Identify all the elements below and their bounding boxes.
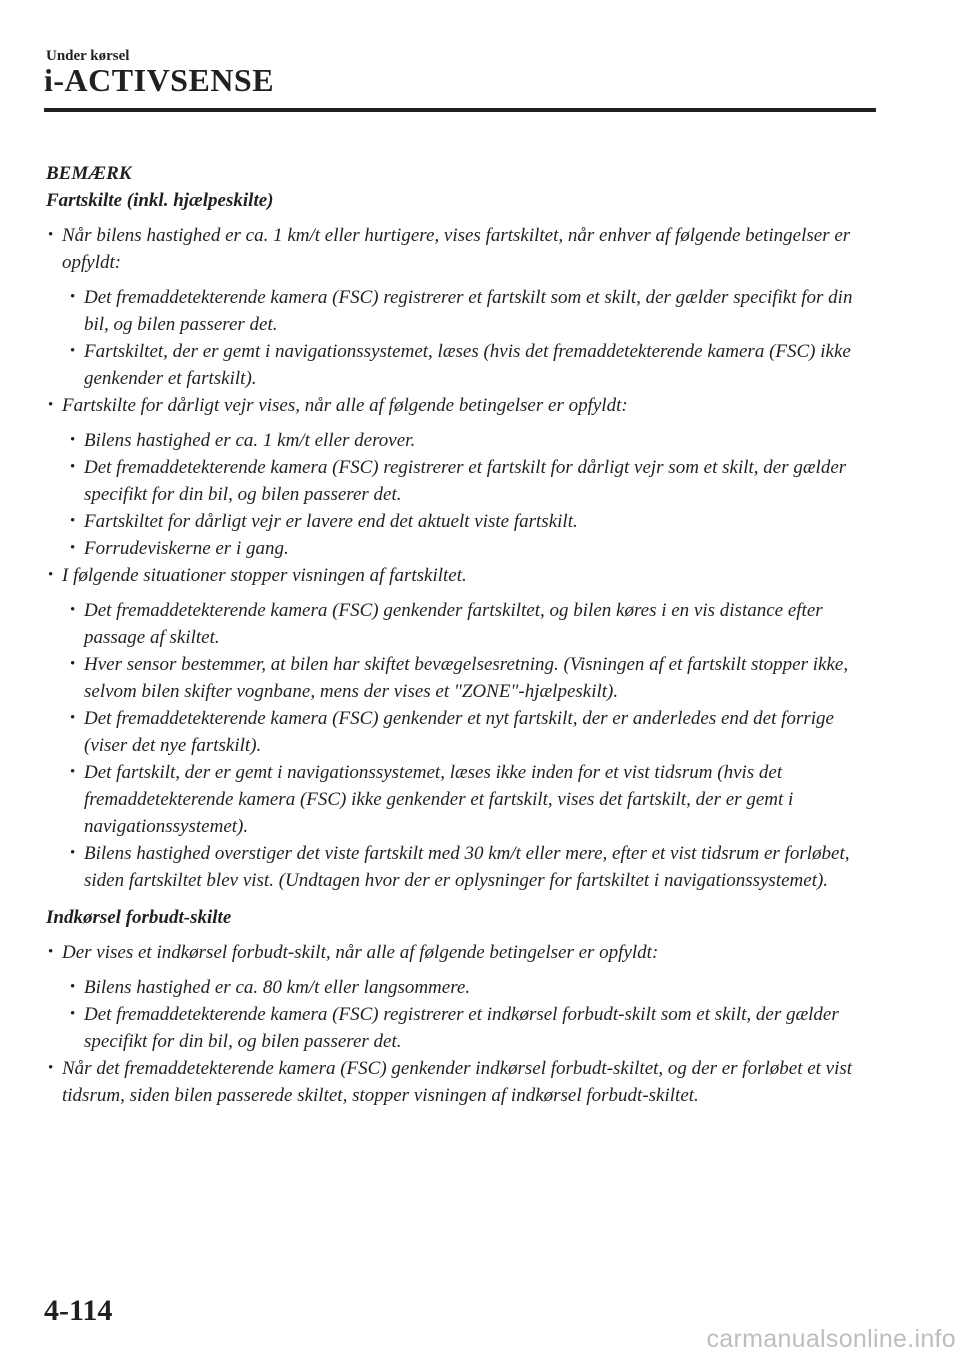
list-item: • Det fremaddetekterende kamera (FSC) registrerer et fartskilt som et skilt, der gælder specifikt for din bil, og bilen passerer det. [68, 284, 876, 338]
list-item: • Forrudeviskerne er i gang. [68, 535, 876, 562]
watermark: carmanualsonline.info [706, 1325, 956, 1353]
list-item: • Det fremaddetekterende kamera (FSC) genkender et nyt fartskilt, der er anderledes end det forrige (viser det nye fartskilt). [68, 705, 876, 759]
list-item: • Når bilens hastighed er ca. 1 km/t eller hurtigere, vises fartskiltet, når enhver af følgende betingelser er opfyldt: [46, 222, 876, 276]
bullet-icon: • [70, 764, 76, 780]
list-item: • Bilens hastighed er ca. 1 km/t eller derover. [68, 427, 876, 454]
bullet-icon: • [70, 979, 76, 995]
bullet-icon: • [48, 944, 54, 960]
note-heading: BEMÆRK [46, 163, 132, 184]
bullet-icon: • [70, 602, 76, 618]
bullet-icon: • [70, 1006, 76, 1022]
list-item: • Der vises et indkørsel forbudt-skilt, når alle af følgende betingelser er opfyldt: [46, 939, 876, 966]
bullet-icon: • [70, 656, 76, 672]
list-item: • I følgende situationer stopper visningen af fartskiltet. [46, 562, 876, 589]
section-label: Under kørsel [46, 48, 130, 64]
header-divider [44, 108, 876, 112]
bullet-icon: • [70, 845, 76, 861]
list-item: • Det fremaddetekterende kamera (FSC) registrerer et fartskilt for dårligt vejr som et skilt, der gælder specifikt for din bil, og bilen passerer det. [68, 454, 876, 508]
bullet-icon: • [48, 397, 54, 413]
note-content [46, 160, 876, 1109]
list-item: • Det fartskilt, der er gemt i navigationssystemet, læses ikke inden for et vist tidsrum (hvis det fremaddetekterende kamera (FSC) ikke genkender et fartskilt, vises det fartskilt, der er gemt i navigationssystemet). [68, 759, 876, 840]
no-entry-signs-heading: Indkørsel forbudt-skilte [46, 907, 232, 928]
speed-signs-heading: Fartskilte (inkl. hjælpeskilte) [46, 190, 274, 211]
list-item: • Det fremaddetekterende kamera (FSC) registrerer et indkørsel forbudt-skilt som et skilt, der gælder specifikt for din bil, og bilen passerer det. [68, 1001, 876, 1055]
bullet-icon: • [48, 227, 54, 243]
page-number: 4-114 [44, 1294, 113, 1327]
list-item: • Bilens hastighed overstiger det viste fartskilt med 30 km/t eller mere, efter et vist tidsrum er forløbet, siden fartskiltet blev vist. (Undtagen hvor der er oplysninger for fartskiltet i navigationssystemet). [68, 840, 876, 894]
bullet-icon: • [70, 289, 76, 305]
bullet-icon: • [70, 343, 76, 359]
list-item: • Når det fremaddetekterende kamera (FSC) genkender indkørsel forbudt-skiltet, og der er forløbet et vist tidsrum, siden bilen passerede skiltet, stopper visningen af indkørsel forbudt-skiltet. [46, 1055, 876, 1109]
bullet-icon: • [48, 1060, 54, 1076]
bullet-icon: • [70, 432, 76, 448]
page-title: i-ACTIVSENSE [44, 62, 275, 98]
bullet-icon: • [70, 513, 76, 529]
bullet-icon: • [70, 540, 76, 556]
list-item: • Hver sensor bestemmer, at bilen har skiftet bevægelsesretning. (Visningen af et fartskilt stopper ikke, selvom bilen skifter vognbane, mens der vises et "ZONE"-hjælpeskilt). [68, 651, 876, 705]
list-item: • Bilens hastighed er ca. 80 km/t eller langsommere. [68, 974, 876, 1001]
bullet-icon: • [70, 459, 76, 475]
bullet-icon: • [48, 567, 54, 583]
list-item: • Fartskilte for dårligt vejr vises, når alle af følgende betingelser er opfyldt: [46, 392, 876, 419]
list-item: • Fartskiltet for dårligt vejr er lavere end det aktuelt viste fartskilt. [68, 508, 876, 535]
list-item: • Fartskiltet, der er gemt i navigationssystemet, læses (hvis det fremaddetekterende kamera (FSC) ikke genkender et fartskilt). [68, 338, 876, 392]
bullet-icon: • [70, 710, 76, 726]
list-item: • Det fremaddetekterende kamera (FSC) genkender fartskiltet, og bilen køres i en vis distance efter passage af skiltet. [68, 597, 876, 651]
